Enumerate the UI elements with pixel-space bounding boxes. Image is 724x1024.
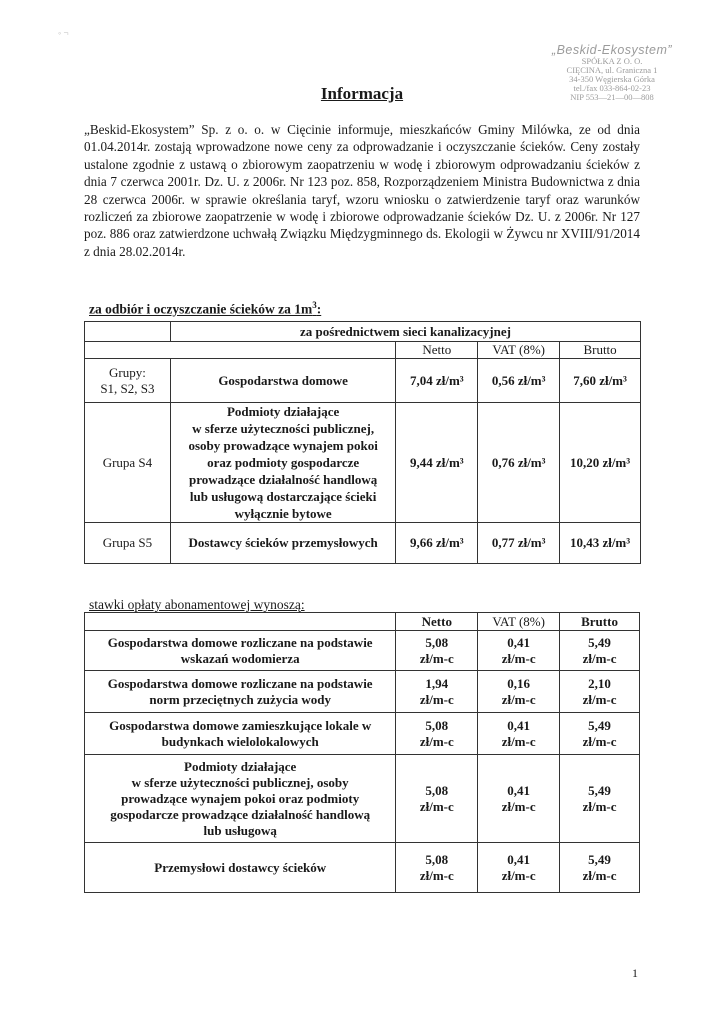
section1-heading-end: : (316, 301, 322, 317)
row-brutto: 5,49 zł/m-c (560, 843, 640, 893)
table-subheading: za pośrednictwem sieci kanalizacyjnej (170, 322, 640, 342)
row-vat: 0,41 zł/m-c (478, 631, 560, 671)
col-header-brutto: Brutto (560, 342, 641, 359)
row-brutto: 5,49 zł/m-c (560, 713, 640, 755)
section2-heading: stawki opłaty abonamentowej wynoszą: (89, 597, 305, 612)
row-netto: 5,08 zł/m-c (396, 755, 478, 843)
row-vat: 0,16 zł/m-c (478, 671, 560, 713)
row-vat: 0,77 zł/m³ (478, 523, 560, 564)
row-vat: 0,41 zł/m-c (478, 755, 560, 843)
row-description: Dostawcy ścieków przemysłowych (170, 523, 396, 564)
document-title: Informacja (320, 84, 404, 103)
row-netto: 5,08 zł/m-c (396, 713, 478, 755)
row-description: Podmioty działające w sferze użyteczności publicznej, osoby prowadzące wynajem pokoi oraz podmioty gospodarcze prowadzące działalność handlową lub usługową (85, 755, 396, 843)
col-header-netto: Netto (396, 342, 478, 359)
row-vat: 0,56 zł/m³ (478, 359, 560, 403)
intro-paragraph: „Beskid-Ekosystem” Sp. z o. o. w Cięcinie informuje, mieszkańców Gminy Milówka, ze od dnia 01.04.2014r. zostają wprowadzone nowe ceny za odprowadzanie i oczyszczanie ścieków. Ceny zostały ustalone zgodnie z ustawą o zbiorowym zaopatrzeniu w wodę i zbiorowym odprowadzaniu ścieków z dnia 7 czerwca 2001r. Dz. U. z 2006r. Nr 123 poz. 858, Rozporządzeniem Ministra Budownictwa z dnia 28 czerwca 2006r. w sprawie określania taryf, wzoru wniosku o zatwierdzenie taryf oraz warunków rozliczeń za zbiorowe zaopatrzenie w wodę i zbiorowe odprowadzanie ścieków Dz. U. z 2006r. Nr 127 poz. 886 oraz zatwierdzone uchwałą Związku Międzygminnego ds. Ekologii w Żywcu nr XVIII/91/2014 z dnia 28.02.2014r. (84, 122, 640, 259)
stamp-line: NIP 553—21—00—808 (570, 91, 654, 102)
row-brutto: 5,49 zł/m-c (560, 631, 640, 671)
row-brutto: 5,49 zł/m-c (560, 755, 640, 843)
stamp-line: SPÓŁKA Z O. O. (581, 56, 643, 67)
row-description: Gospodarstwa domowe rozliczane na podstawie norm przeciętnych zużycia wody (85, 671, 396, 713)
col-header-brutto: Brutto (560, 613, 640, 631)
row-group: Grupy: S1, S2, S3 (85, 359, 171, 403)
row-netto: 7,04 zł/m³ (396, 359, 478, 403)
row-brutto: 10,20 zł/m³ (560, 403, 641, 523)
col-header-vat: VAT (8%) (478, 342, 560, 359)
row-vat: 0,76 zł/m³ (478, 403, 560, 523)
stamp-line: tel./fax 033-864-02-23 (573, 82, 651, 93)
table-row (85, 713, 640, 755)
stamp-company-name: „Beskid-Ekosystem” (551, 43, 673, 57)
row-netto: 1,94 zł/m-c (396, 671, 478, 713)
col-header-netto: Netto (396, 613, 478, 631)
table-row (85, 523, 641, 564)
row-description: Gospodarstwa domowe zamieszkujące lokale w budynkach wielolokalowych (85, 713, 396, 755)
row-netto: 5,08 zł/m-c (396, 843, 478, 893)
table-row (85, 631, 640, 671)
section1-heading (89, 300, 321, 318)
table-row (85, 359, 641, 403)
table-row (85, 755, 640, 843)
subscription-fee-table (84, 612, 640, 893)
row-netto: 9,66 zł/m³ (396, 523, 478, 564)
row-netto: 5,08 zł/m-c (396, 631, 478, 671)
row-group: Grupa S4 (85, 403, 171, 523)
row-netto: 9,44 zł/m³ (396, 403, 478, 523)
corner-mark: ◦ ¬ (58, 28, 69, 38)
row-group: Grupa S5 (85, 523, 171, 564)
row-description: Gospodarstwa domowe rozliczane na podstawie wskazań wodomierza (85, 631, 396, 671)
table-row (85, 843, 640, 893)
table-row (85, 403, 641, 523)
stamp-line: 34-350 Węgierska Górka (569, 73, 655, 84)
row-brutto: 10,43 zł/m³ (560, 523, 641, 564)
section1-heading-sup: 3 (312, 300, 317, 310)
row-description: Podmioty działające w sferze użyteczności publicznej, osoby prowadzące wynajem pokoi oraz podmioty gospodarcze prowadzące działalność handlową lub usługową dostarczające ścieki wyłącznie bytowe (170, 403, 396, 523)
sewage-price-table (84, 321, 641, 564)
row-vat: 0,41 zł/m-c (478, 843, 560, 893)
section1-heading-text: za odbiór i oczyszczanie ścieków za 1m (89, 301, 313, 317)
row-description: Przemysłowi dostawcy ścieków (85, 843, 396, 893)
row-vat: 0,41 zł/m-c (478, 713, 560, 755)
col-header-vat: VAT (8%) (478, 613, 560, 631)
page-number: 1 (632, 966, 638, 980)
row-description: Gospodarstwa domowe (170, 359, 396, 403)
stamp-line: CIĘCINA, ul. Graniczna 1 (566, 65, 658, 76)
table-row (85, 671, 640, 713)
row-brutto: 7,60 zł/m³ (560, 359, 641, 403)
row-brutto: 2,10 zł/m-c (560, 671, 640, 713)
